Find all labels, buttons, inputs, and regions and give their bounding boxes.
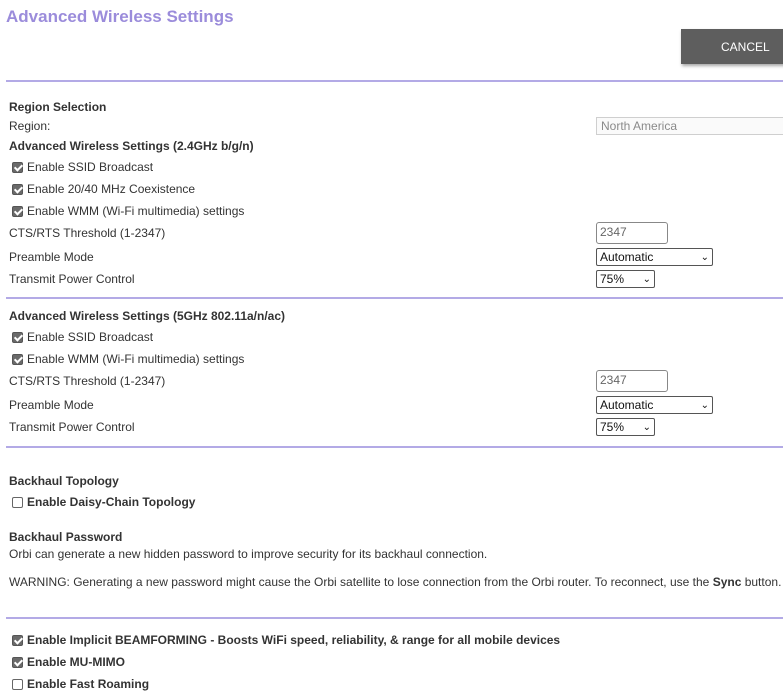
- chevron-down-icon: ⌄: [642, 421, 651, 433]
- select-value: 75%: [600, 272, 625, 286]
- checkbox-checked-icon[interactable]: [12, 206, 23, 217]
- checkbox-unchecked-icon[interactable]: [12, 679, 23, 690]
- option-label: Enable WMM (Wi-Fi multimedia) settings: [27, 352, 245, 366]
- sync-keyword: Sync: [712, 575, 742, 589]
- region-field: North America: [596, 117, 783, 135]
- band5-heading: Advanced Wireless Settings (5GHz 802.11a/n/ac): [9, 309, 286, 323]
- chevron-down-icon: ⌄: [700, 251, 709, 263]
- option-label: Enable Fast Roaming: [27, 677, 150, 691]
- checkbox-checked-icon[interactable]: [12, 635, 23, 646]
- band24-heading: Advanced Wireless Settings (2.4GHz b/g/n): [9, 139, 254, 153]
- band24-ssid-broadcast-option[interactable]: [12, 160, 153, 174]
- option-label: Enable Implicit BEAMFORMING - Boosts WiFi speed, reliability, & range for all mobile devices: [27, 633, 561, 647]
- checkbox-checked-icon[interactable]: [12, 332, 23, 343]
- beamforming-option[interactable]: [12, 633, 560, 647]
- checkbox-checked-icon[interactable]: [12, 657, 23, 668]
- select-value: 75%: [600, 420, 625, 434]
- band24-coexistence-option[interactable]: [12, 182, 195, 196]
- backhaul-password-heading: Backhaul Password: [9, 530, 123, 544]
- band24-cts-label: CTS/RTS Threshold (1-2347): [9, 226, 166, 240]
- backhaul-topology-heading: Backhaul Topology: [9, 474, 119, 488]
- option-label: Enable Daisy-Chain Topology: [27, 495, 196, 509]
- band24-wmm-option[interactable]: [12, 204, 244, 218]
- band24-power-select[interactable]: [596, 270, 655, 288]
- warning-text: WARNING: Generating a new password might cause the Orbi satellite to lose connection from the Orbi router. To reconnect, use the: [9, 575, 713, 589]
- checkbox-checked-icon[interactable]: [12, 184, 23, 195]
- option-label: Enable WMM (Wi-Fi multimedia) settings: [27, 204, 245, 218]
- option-label: Enable SSID Broadcast: [27, 160, 154, 174]
- band24-power-label: Transmit Power Control: [9, 272, 135, 286]
- chevron-down-icon: ⌄: [700, 399, 709, 411]
- mu-mimo-option[interactable]: [12, 655, 125, 669]
- divider: [6, 80, 783, 82]
- daisy-chain-option[interactable]: [12, 495, 195, 509]
- cancel-button[interactable]: CANCEL: [681, 29, 783, 64]
- band5-preamble-select[interactable]: [596, 396, 713, 414]
- region-label: Region:: [9, 119, 51, 133]
- chevron-down-icon: ⌄: [642, 273, 651, 285]
- page-title: Advanced Wireless Settings: [6, 7, 234, 26]
- divider: [6, 446, 783, 448]
- band5-ssid-broadcast-option[interactable]: [12, 330, 153, 344]
- option-label: Enable SSID Broadcast: [27, 330, 154, 344]
- select-value: Automatic: [600, 398, 654, 412]
- select-value: Automatic: [600, 250, 654, 264]
- checkbox-checked-icon[interactable]: [12, 354, 23, 365]
- band24-preamble-select[interactable]: [596, 248, 713, 266]
- option-label: Enable MU-MIMO: [27, 655, 125, 669]
- band5-power-select[interactable]: [596, 418, 655, 436]
- band5-preamble-label: Preamble Mode: [9, 398, 94, 412]
- divider: [6, 617, 783, 619]
- band24-cts-input[interactable]: 2347: [596, 222, 668, 244]
- band24-preamble-label: Preamble Mode: [9, 250, 94, 264]
- band5-cts-label: CTS/RTS Threshold (1-2347): [9, 374, 166, 388]
- region-heading: Region Selection: [9, 100, 107, 114]
- option-label: Enable 20/40 MHz Coexistence: [27, 182, 196, 196]
- band5-wmm-option[interactable]: [12, 352, 244, 366]
- backhaul-password-description: Orbi can generate a new hidden password to improve security for its backhaul connection.: [9, 547, 488, 561]
- checkbox-checked-icon[interactable]: [12, 162, 23, 173]
- warning-text-end: button.: [741, 575, 782, 589]
- checkbox-unchecked-icon[interactable]: [12, 497, 23, 508]
- backhaul-warning: [9, 575, 781, 589]
- band5-power-label: Transmit Power Control: [9, 420, 135, 434]
- band5-cts-input[interactable]: 2347: [596, 370, 668, 392]
- divider: [6, 297, 783, 299]
- fast-roaming-option[interactable]: [12, 677, 149, 691]
